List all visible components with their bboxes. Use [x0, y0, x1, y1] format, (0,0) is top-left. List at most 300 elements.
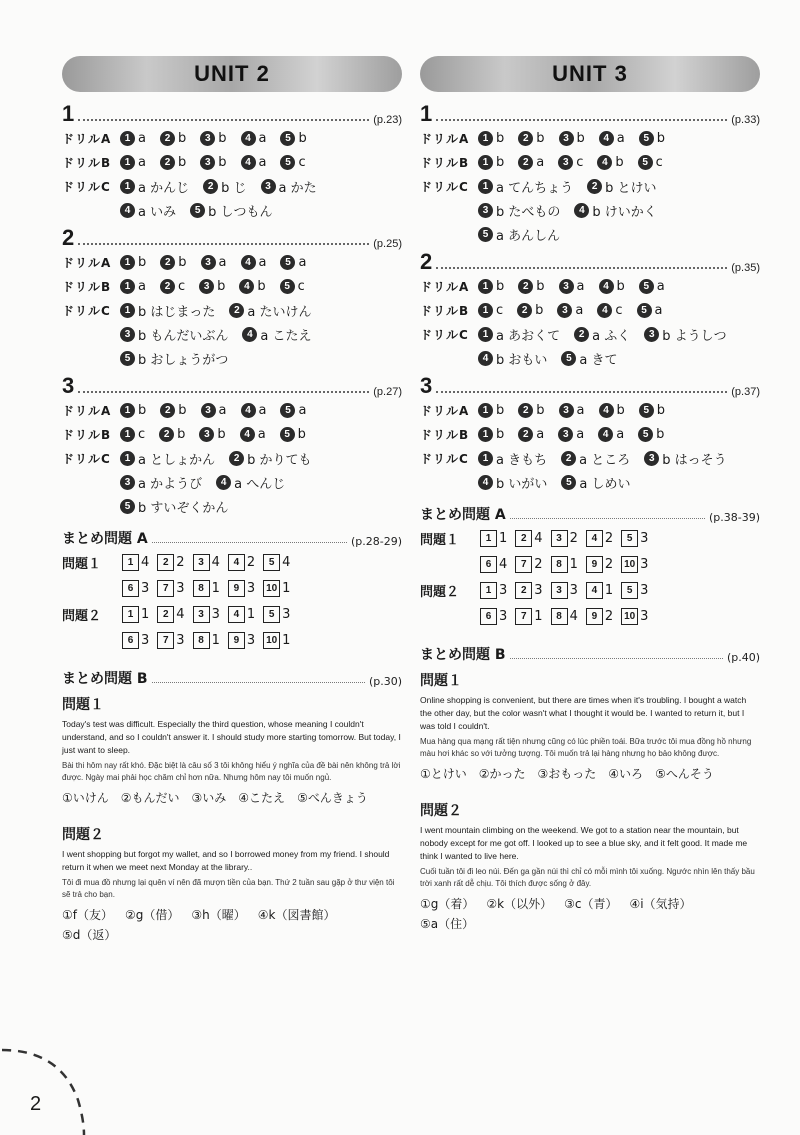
circled-number-badge: 5 [561, 475, 576, 490]
boxed-number: 3 [193, 606, 210, 623]
circled-number-badge: 1 [120, 427, 135, 442]
answer-text: 4 [141, 554, 150, 570]
answer-item [120, 255, 146, 270]
answer-text: c [298, 154, 306, 170]
section-header [420, 250, 760, 274]
answer-item [551, 608, 578, 625]
answer-item [160, 279, 185, 294]
answer-item [478, 449, 547, 468]
answer-text: a [576, 278, 585, 294]
answer-text: b おもい [496, 352, 548, 368]
answer-item [551, 556, 578, 573]
choice-list [420, 894, 760, 934]
boxed-number: 5 [621, 530, 638, 547]
answer-text: 1 [534, 608, 543, 624]
answer-text: b ようしつ [662, 328, 727, 344]
dotted-leader [78, 243, 369, 245]
circled-number-badge: 3 [201, 255, 216, 270]
page-reference: (p.28-29) [350, 535, 402, 548]
answer-item [120, 201, 176, 220]
answer-item [598, 427, 624, 442]
answer-text: b はっそう [662, 452, 727, 468]
answer-text: b [178, 254, 187, 270]
answer-text: b かりても [247, 452, 312, 468]
drill-row [62, 470, 402, 494]
circled-number-badge: 1 [478, 279, 493, 294]
answer-text: a [218, 254, 227, 270]
answer-item [638, 427, 664, 442]
answer-item [193, 554, 220, 571]
matome-a-header [62, 528, 402, 548]
answer-text: 4 [569, 608, 578, 624]
boxed-number: 2 [157, 554, 174, 571]
drill-answers [120, 403, 320, 418]
answer-item [478, 155, 504, 170]
answer-item [574, 201, 656, 220]
answer-item [478, 349, 547, 368]
answer-item [517, 303, 543, 318]
answer-text: a [576, 402, 585, 418]
drill-row [62, 346, 402, 370]
answer-text: 3 [534, 582, 543, 598]
circled-number-badge: 3 [557, 303, 572, 318]
answer-text: b [496, 130, 505, 146]
boxed-answers [480, 582, 656, 599]
answer-item [478, 303, 503, 318]
answer-item [228, 554, 255, 571]
answer-item [120, 279, 146, 294]
answer-item [558, 427, 584, 442]
circled-number-badge: 2 [518, 279, 533, 294]
boxed-answers [122, 606, 298, 623]
answer-text: a [258, 130, 267, 146]
answer-text: b [536, 402, 545, 418]
answer-text: a [258, 254, 267, 270]
answer-text: 4 [534, 530, 543, 546]
circled-number-badge: 2 [574, 327, 589, 342]
answer-item [240, 427, 266, 442]
answer-item [518, 427, 544, 442]
boxed-number: 7 [157, 632, 174, 649]
answer-text: c [297, 278, 305, 294]
boxed-number: 7 [515, 608, 532, 625]
boxed-number: 9 [228, 632, 245, 649]
circled-number-badge: 1 [478, 427, 493, 442]
circled-number-badge: 5 [561, 351, 576, 366]
answer-text: 2 [604, 556, 614, 572]
drill-answers [120, 497, 242, 516]
choice-list [420, 764, 760, 784]
answer-item [480, 608, 507, 625]
answer-text: a [654, 302, 663, 318]
drill-row [62, 126, 402, 150]
circled-number-badge: 2 [159, 427, 174, 442]
answer-item [120, 301, 215, 320]
vietnamese-translation: Tôi đi mua đồ nhưng lại quên ví nên đã mượn tiền của bạn. Thứ 2 tuần sau gặp ở thư viện tôi sẽ trả cho bạn. [62, 878, 395, 899]
drill-answers [478, 201, 671, 220]
circled-number-badge: 5 [478, 227, 493, 242]
drill-answers [120, 131, 321, 146]
answer-item [159, 427, 185, 442]
unit-title: UNIT 2 [62, 56, 402, 92]
choice-item: ①いけん [62, 791, 109, 805]
circled-number-badge: 5 [639, 279, 654, 294]
answer-text: a こたえ [260, 328, 312, 344]
circled-number-badge: 4 [598, 427, 613, 442]
section-number: 2 [62, 225, 75, 250]
boxed-number: 4 [228, 554, 245, 571]
drill-answers [478, 403, 679, 418]
answer-text: 3 [640, 582, 649, 598]
circled-number-badge: 1 [120, 131, 135, 146]
drill-row [420, 274, 760, 298]
drill-row [420, 422, 760, 446]
choice-list [62, 788, 402, 808]
circled-number-badge: 4 [241, 403, 256, 418]
answer-item [120, 177, 189, 196]
matome-b-header [420, 644, 760, 664]
dotted-leader [436, 267, 727, 269]
boxed-number: 7 [157, 580, 174, 597]
answer-item [478, 279, 504, 294]
answer-item [561, 349, 617, 368]
answer-text: b [178, 402, 187, 418]
drill-label: ドリルC [420, 451, 469, 466]
drill-answers [120, 473, 299, 492]
answer-item [120, 427, 145, 442]
drill-answers [478, 279, 679, 294]
choice-item: ①f（友） [62, 908, 113, 922]
answer-text: 3 [141, 580, 150, 596]
answer-item [597, 155, 623, 170]
boxed-number: 4 [228, 606, 245, 623]
boxed-number: 8 [551, 556, 568, 573]
answer-item [621, 556, 648, 573]
page-reference: (p.37) [731, 386, 760, 398]
answer-item [478, 427, 504, 442]
answer-item [228, 632, 255, 649]
mondai-label: 問題２ [420, 584, 460, 600]
dotted-leader [78, 119, 369, 121]
answer-text: a あおくて [496, 328, 561, 344]
answer-item [478, 225, 560, 244]
mondai-label: 問題１ [62, 556, 102, 572]
english-translation: I went shopping but forgot my wallet, and so I borrowed money from my friend. I should return it when we meet next Monday at the library.. [62, 849, 390, 872]
boxed-number: 3 [551, 530, 568, 547]
answer-item [120, 325, 228, 344]
choice-item: ③c（青） [564, 897, 618, 911]
answer-text: a [576, 426, 585, 442]
page-reference: (p.40) [726, 651, 760, 664]
answer-item [120, 349, 228, 368]
mondai-answer-row [62, 602, 402, 626]
circled-number-badge: 3 [120, 327, 135, 342]
answer-text: b [536, 130, 545, 146]
circled-number-badge: 4 [239, 279, 254, 294]
boxed-number: 8 [193, 632, 210, 649]
answer-item [515, 608, 542, 625]
circled-number-badge: 2 [518, 427, 533, 442]
answer-text: a [575, 302, 584, 318]
circled-number-badge: 5 [638, 155, 653, 170]
boxed-number: 4 [586, 530, 603, 547]
boxed-number: 7 [515, 556, 532, 573]
answer-item [478, 177, 573, 196]
mondai-answer-row [62, 576, 402, 600]
answer-item [480, 582, 507, 599]
page-reference: (p.27) [373, 386, 402, 398]
circled-number-badge: 1 [478, 155, 493, 170]
english-translation: Today's test was difficult. Especially the third question, whose meaning I couldn't understand, and so I couldn't answer it. I should study more starting tomorrow. But today, I just want to sleep. [62, 719, 401, 755]
mondai-answer-row [420, 578, 760, 602]
drill-row [420, 446, 760, 470]
answer-item [216, 473, 285, 492]
circled-number-badge: 1 [478, 451, 493, 466]
answer-text: c [177, 278, 186, 294]
drill-answers [478, 449, 741, 468]
drill-answers [120, 177, 331, 196]
answer-item [621, 582, 648, 599]
answer-text: a [536, 154, 545, 170]
boxed-number: 2 [515, 582, 532, 599]
dotted-leader [436, 119, 727, 121]
answer-text: 2 [604, 608, 614, 624]
boxed-number: 9 [586, 608, 603, 625]
mondai-answer-row [420, 604, 760, 628]
answer-item [120, 473, 202, 492]
choice-item: ④いろ [608, 767, 644, 781]
answer-item [263, 606, 290, 623]
answer-item [559, 279, 585, 294]
drill-answers [120, 155, 320, 170]
answer-item [638, 155, 663, 170]
page-reference: (p.30) [368, 675, 402, 688]
answer-text: a てんちょう [496, 180, 574, 196]
boxed-number: 8 [551, 608, 568, 625]
answer-item [478, 201, 560, 220]
answer-text: 1 [569, 556, 578, 572]
answer-item [597, 303, 622, 318]
circled-number-badge: 2 [587, 179, 602, 194]
circled-number-badge: 4 [241, 131, 256, 146]
answer-text: 3 [246, 580, 256, 596]
answer-text: a [656, 278, 665, 294]
page-reference: (p.23) [373, 114, 402, 126]
circled-number-badge: 5 [120, 499, 135, 514]
dotted-leader [152, 542, 347, 543]
answer-text: 3 [640, 556, 649, 572]
answer-text: a [298, 254, 307, 270]
circled-number-badge: 4 [599, 403, 614, 418]
answer-text: a きもち [496, 452, 548, 468]
mondai-title: 問題２ [62, 827, 104, 843]
drill-row [420, 222, 760, 246]
circled-number-badge: 4 [242, 327, 257, 342]
answer-text: b もんだいぶん [138, 328, 229, 344]
answer-item [160, 155, 186, 170]
circled-number-badge: 4 [241, 255, 256, 270]
section-number: 2 [420, 249, 433, 274]
answer-text: a [257, 426, 266, 442]
answer-item [199, 279, 225, 294]
dotted-leader [78, 391, 369, 393]
drill-label: ドリルB [420, 427, 470, 442]
drill-label: ドリルA [420, 131, 470, 146]
answer-item [644, 325, 726, 344]
boxed-number: 5 [263, 554, 280, 571]
answer-item [518, 155, 544, 170]
answer-text: 2 [176, 554, 185, 570]
answer-item [280, 279, 305, 294]
circled-number-badge: 5 [280, 131, 295, 146]
circled-number-badge: 4 [120, 203, 135, 218]
drill-label: ドリルB [62, 427, 112, 442]
answer-item [478, 473, 547, 492]
answer-text: a かようび [138, 476, 203, 492]
choice-item: ④k（図書館） [257, 908, 336, 922]
page-reference: (p.25) [373, 238, 402, 250]
matome-b-title: まとめ問題 B [420, 647, 506, 663]
circled-number-badge: 1 [120, 451, 135, 466]
answer-item [515, 530, 542, 547]
section-header [62, 374, 402, 398]
circled-number-badge: 2 [517, 303, 532, 318]
boxed-number: 1 [122, 606, 139, 623]
boxed-number: 3 [193, 554, 210, 571]
answer-text: c [496, 302, 504, 318]
answer-item [586, 582, 613, 599]
answer-text: b [177, 130, 187, 146]
circled-number-badge: 3 [559, 279, 574, 294]
dotted-leader [510, 658, 723, 659]
answer-item [201, 255, 227, 270]
choice-item: ②g（借） [124, 908, 180, 922]
answer-item [229, 301, 311, 320]
circled-number-badge: 2 [160, 155, 175, 170]
choice-item: ③おもった [537, 767, 597, 781]
boxed-number: 6 [480, 608, 497, 625]
answer-item [228, 606, 255, 623]
answer-text: 4 [176, 606, 185, 622]
circled-number-badge: 2 [160, 255, 175, 270]
answer-item [637, 303, 663, 318]
circled-number-badge: 3 [558, 427, 573, 442]
drill-row [420, 126, 760, 150]
boxed-number: 5 [621, 582, 638, 599]
dotted-leader [510, 518, 705, 519]
circled-number-badge: 3 [200, 131, 215, 146]
answer-item [559, 403, 585, 418]
answer-text: 2 [534, 556, 543, 572]
section-header [420, 374, 760, 398]
answer-text: b [218, 154, 227, 170]
answer-text: 1 [282, 632, 291, 648]
drill-row [420, 398, 760, 422]
answer-item [621, 530, 648, 547]
matome-a-header [420, 504, 760, 524]
drill-answers [478, 177, 671, 196]
circled-number-badge: 1 [478, 131, 493, 146]
section-header [62, 102, 402, 126]
answer-item [239, 279, 265, 294]
dotted-leader [436, 391, 727, 393]
answer-text: 3 [569, 582, 578, 598]
circled-number-badge: 3 [199, 279, 214, 294]
vietnamese-translation: Mua hàng qua mạng rất tiện nhưng cũng có lúc phiền toái. Bữa trước tôi mua đồng hồ nhưng màu hơi khác so với tưởng tượng. Tôi muốn trả lại hàng nhưng họ bảo không được. [420, 737, 752, 758]
choice-item: ⑤へんそう [655, 767, 714, 781]
answer-text: a [138, 154, 146, 170]
circled-number-badge: 4 [241, 155, 256, 170]
answer-item [200, 131, 226, 146]
answer-text: b [496, 402, 505, 418]
answer-text: b [297, 426, 306, 442]
circled-number-badge: 4 [216, 475, 231, 490]
answer-text: a [138, 278, 146, 294]
answer-item [599, 131, 625, 146]
answer-text: b [217, 426, 226, 442]
drill-row [420, 174, 760, 198]
drill-row [62, 422, 402, 446]
answer-item [193, 606, 220, 623]
drill-answers [120, 325, 326, 344]
answer-item [480, 556, 507, 573]
section-number: 1 [420, 101, 433, 126]
mondai-title: 問題１ [420, 673, 462, 689]
answer-item [559, 131, 585, 146]
answer-item [120, 155, 146, 170]
drill-row [62, 398, 402, 422]
mondai-answer-row [420, 526, 760, 550]
circled-number-badge: 4 [478, 351, 493, 366]
section-number: 1 [62, 101, 75, 126]
answer-text: c [576, 154, 584, 170]
answer-text: b [217, 278, 226, 294]
answer-item [157, 632, 184, 649]
answer-text: b おしょうがつ [138, 352, 229, 368]
answer-text: 1 [246, 606, 256, 622]
drill-answers [478, 427, 678, 442]
answer-item [280, 427, 306, 442]
boxed-answers [122, 632, 298, 649]
answer-text: 1 [282, 580, 291, 596]
mondai-answer-row [420, 552, 760, 576]
drill-answers [120, 279, 319, 294]
answer-item [241, 155, 267, 170]
answer-text: 3 [176, 632, 185, 648]
drill-answers [120, 349, 242, 368]
page-reference: (p.33) [731, 114, 760, 126]
answer-text: 1 [499, 530, 508, 546]
circled-number-badge: 1 [120, 255, 135, 270]
answer-text: a へんじ [234, 476, 286, 492]
answer-item [518, 279, 544, 294]
circled-number-badge: 5 [639, 403, 654, 418]
answer-item [228, 580, 255, 597]
drill-label: ドリルC [420, 179, 469, 194]
answer-text: b しつもん [208, 204, 273, 220]
boxed-answers [480, 530, 656, 547]
answer-text: a きて [579, 352, 618, 368]
answer-item [160, 255, 186, 270]
boxed-number: 9 [228, 580, 245, 597]
answer-text: 1 [211, 580, 220, 596]
answer-item [599, 403, 625, 418]
answer-text: b [298, 130, 307, 146]
answer-item [551, 582, 578, 599]
answer-item [478, 325, 560, 344]
answer-item [515, 582, 542, 599]
circled-number-badge: 3 [201, 403, 216, 418]
